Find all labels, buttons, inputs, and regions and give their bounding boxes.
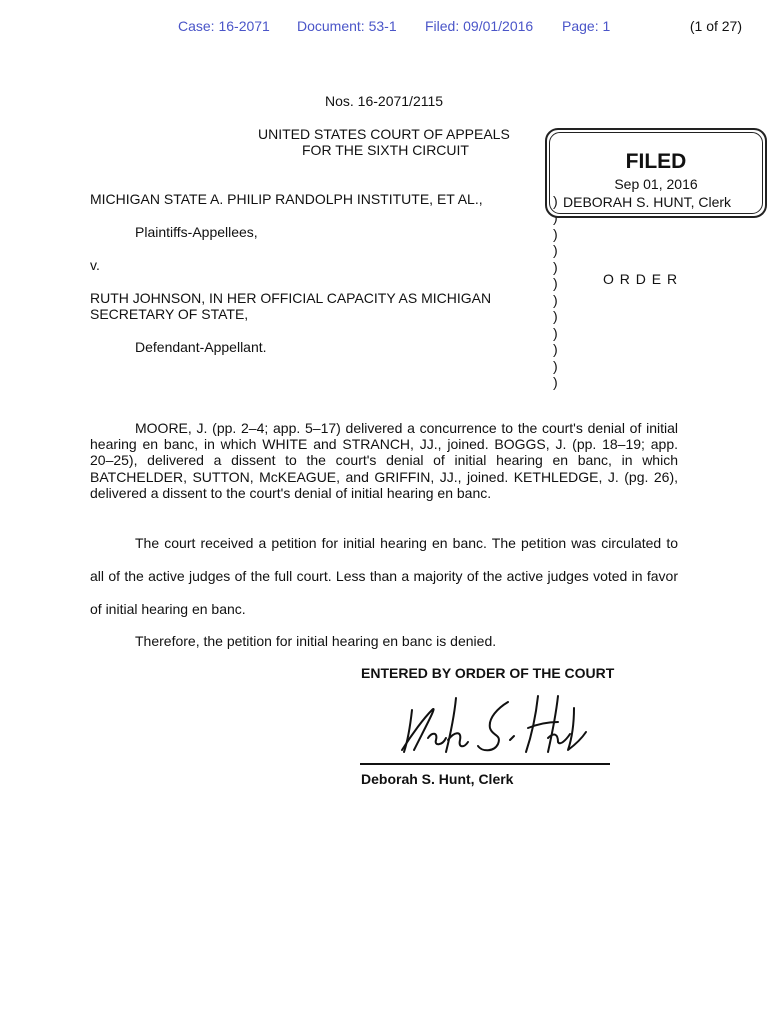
stamp-title: FILED (625, 150, 687, 173)
plaintiff-role: Plaintiffs-Appellees, (135, 224, 258, 240)
defendant-name-line1: RUTH JOHNSON, IN HER OFFICIAL CAPACITY AS MICHIGAN (90, 290, 492, 306)
filed-stamp (545, 128, 767, 218)
bracket-mark: ) (553, 341, 558, 357)
header-page-count: (1 of 27) (689, 18, 742, 34)
bracket-mark: ) (553, 324, 558, 341)
bracket-mark: ) (553, 291, 558, 308)
docket-numbers: Nos. 16-2071/2115 (325, 93, 444, 109)
stamp-clerk: DEBORAH S. HUNT, Clerk (563, 194, 732, 210)
bracket-mark: ) (553, 242, 558, 258)
opinion-paragraph: MOORE, J. (pp. 2–4; app. 5–17) delivered a concurrence to the court's denial of initial hearing en banc, in which WHITE and STRANCH, JJ., joined. BOGGS, J. (pp. 18–19; app. 20–25), delivered a dissent to the court's denial of initial hearing en banc, in which BATCHELDER, SUTTON, McKEAGUE, and GRIFFIN, JJ., joined. KETHLEDGE, J. (pg. 26), delivered a dissent to the court's denial of initial hearing en banc. (90, 420, 678, 501)
court-name-line1: UNITED STATES COURT OF APPEALS (258, 126, 510, 142)
court-name-line2: FOR THE SIXTH CIRCUIT (302, 142, 469, 158)
caption-bracket (553, 209, 558, 391)
handwritten-signature (398, 688, 588, 760)
header-filed: Filed: 09/01/2016 (425, 18, 534, 34)
header-case: Case: 16-2071 (178, 18, 270, 34)
bracket-mark: ) (553, 374, 558, 390)
entered-by-order: ENTERED BY ORDER OF THE COURT (361, 665, 615, 681)
clerk-name: Deborah S. Hunt, Clerk (361, 771, 514, 787)
header-page: Page: 1 (562, 18, 611, 34)
header-document: Document: 53-1 (297, 18, 397, 34)
bracket-mark: ) (553, 357, 558, 374)
plaintiff-name: MICHIGAN STATE A. PHILIP RANDOLPH INSTITUTE, ET AL., (90, 191, 483, 207)
bracket-mark: ) (553, 308, 558, 324)
order-title: O R D E R (603, 271, 679, 287)
bracket-mark: ) (553, 193, 558, 209)
bracket-mark: ) (553, 275, 558, 291)
stamp-date: Sep 01, 2016 (614, 176, 698, 192)
versus: v. (90, 257, 100, 273)
petition-paragraph: The court received a petition for initial hearing en banc. The petition was circulated to all of the active judges of the full court. Less than a majority of the active judges voted in favor of initial hearing en banc. (90, 535, 678, 617)
bracket-mark: ) (553, 225, 558, 242)
defendant-name-line2: SECRETARY OF STATE, (90, 306, 249, 322)
defendant-role: Defendant-Appellant. (135, 339, 267, 355)
signature-line (360, 763, 610, 765)
bracket-mark: ) (553, 258, 558, 275)
denial-statement: Therefore, the petition for initial hearing en banc is denied. (135, 633, 497, 649)
